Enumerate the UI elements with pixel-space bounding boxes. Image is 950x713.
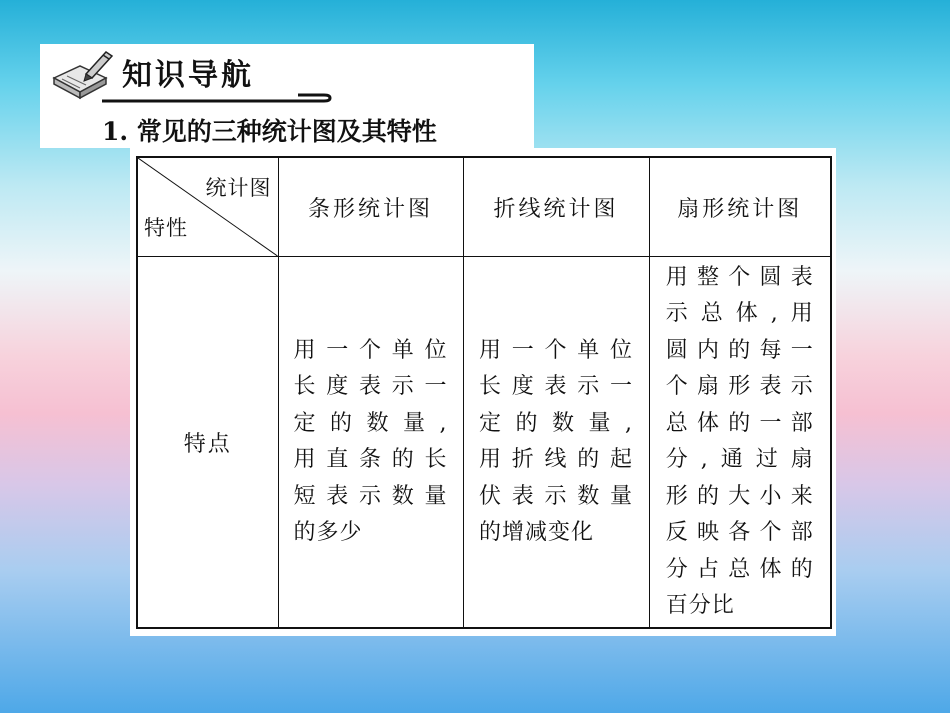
desc-line: 定的数量,: [479, 410, 633, 436]
header-panel: [40, 44, 534, 148]
desc-line: 总体的一部: [665, 410, 814, 436]
desc-line: 形的大小来: [665, 483, 814, 509]
col-header-pie-chart: 扇形统计图: [649, 157, 831, 257]
section-heading: 1. 常见的三种统计图及其特性: [102, 117, 437, 146]
cell-pie-chart-desc: [649, 257, 831, 629]
desc-line: 百分比: [665, 593, 735, 618]
col-header-line-chart: 折线统计图: [463, 157, 649, 257]
table-row: [137, 257, 831, 629]
desc-line: 用直条的长: [293, 447, 448, 472]
chart-comparison-table: [136, 156, 832, 629]
nav-title: 知识导航: [122, 58, 254, 93]
row-header-features: 特点: [137, 257, 278, 629]
corner-cell: [137, 157, 278, 257]
desc-line: 短表示数量: [293, 483, 448, 509]
corner-label-feature: 特性: [144, 216, 188, 240]
desc-line: 长度表示一: [479, 374, 633, 399]
cell-bar-chart-desc: [278, 257, 463, 629]
desc-line: 的增减变化: [479, 520, 595, 545]
table-panel: [130, 148, 836, 636]
desc-line: 用折线的起: [479, 447, 633, 472]
desc-line: 用一个单位: [293, 337, 448, 363]
corner-label-chart: 统计图: [205, 176, 272, 200]
desc-line: 反映各个部: [665, 520, 814, 545]
desc-line: 个扇形表示: [665, 374, 814, 399]
cell-line-chart-desc: [463, 257, 649, 629]
desc-line: 长度表示一: [293, 374, 448, 399]
title-underline: [102, 92, 332, 104]
desc-line: 定的数量,: [293, 410, 448, 436]
desc-line: 伏表示数量: [479, 483, 633, 509]
desc-line: 的多少: [293, 520, 363, 545]
desc-line: 用整个圆表: [665, 264, 814, 290]
desc-line: 用一个单位: [479, 337, 633, 363]
table-header-row: [137, 157, 831, 257]
desc-line: 圆内的每一: [665, 337, 814, 363]
desc-line: 分,通过扇: [665, 447, 814, 472]
col-header-bar-chart: 条形统计图: [278, 157, 463, 257]
desc-line: 分占总体的: [665, 556, 814, 582]
desc-line: 示总体,用: [665, 301, 814, 326]
